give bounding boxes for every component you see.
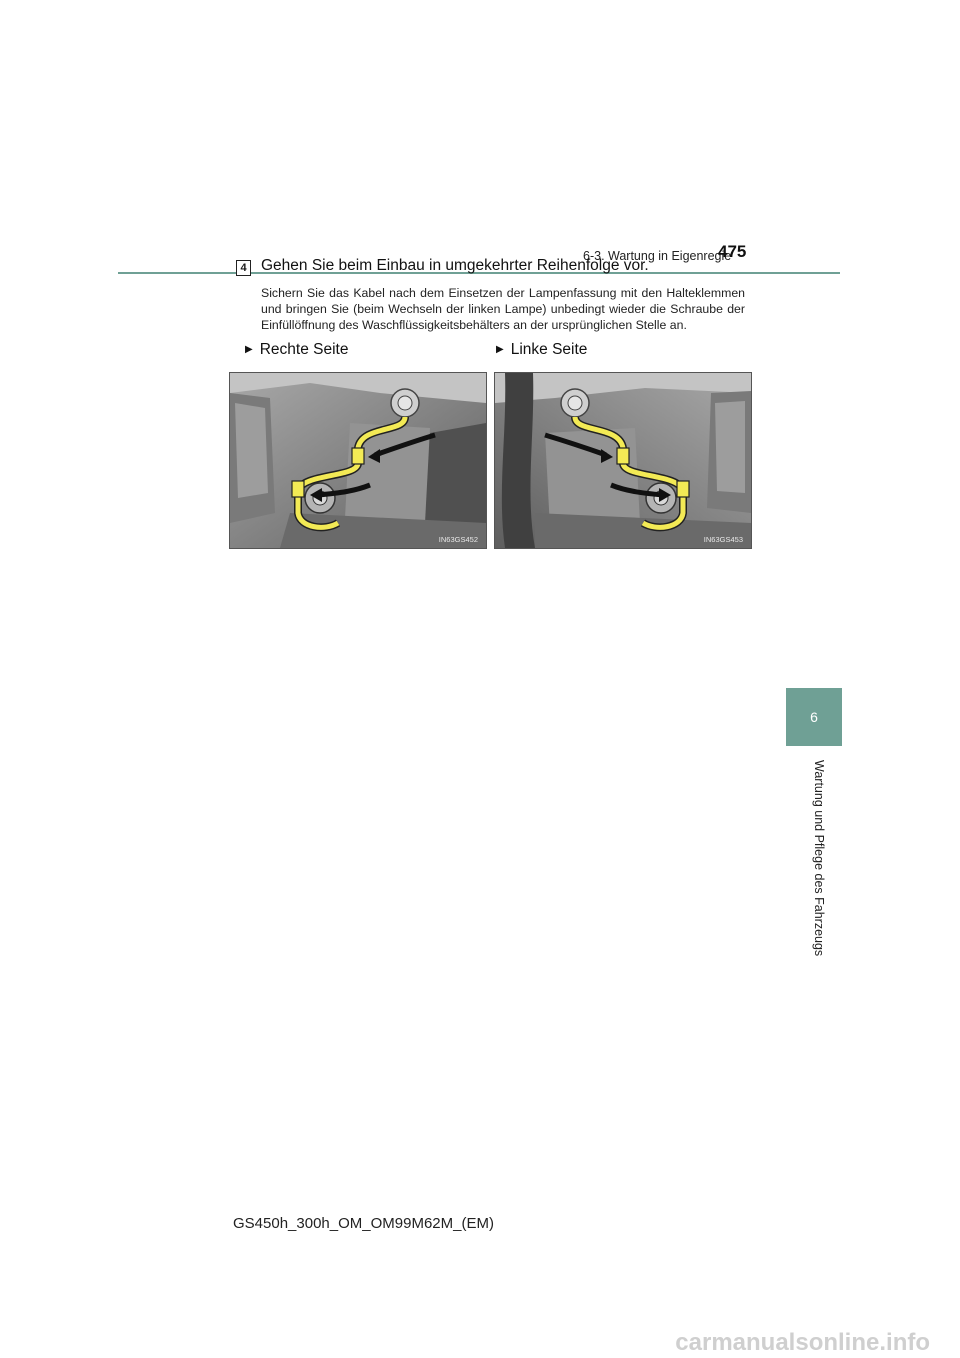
caption-text: Linke Seite	[510, 341, 588, 358]
chapter-number: 6	[810, 709, 818, 725]
footer-doc-code: GS450h_300h_OM_OM99M62M_(EM)	[233, 1215, 494, 1232]
figure-left-side	[494, 372, 752, 549]
step-title: Gehen Sie beim Einbau in umgekehrter Reihenfolge vor.	[261, 257, 649, 274]
chapter-title: Wartung und Pflege des Fahrzeugs	[812, 760, 826, 957]
caption-left-side	[496, 341, 587, 359]
page-number: 475	[718, 242, 747, 261]
watermark[interactable]: carmanualsonline.info	[675, 1329, 930, 1356]
figure-code: IN63GS453	[703, 535, 743, 544]
step-note: Sichern Sie das Kabel nach dem Einsetzen der Lampenfassung mit den Halteklemmen und bringen Sie (beim Wechseln der linken Lampe) unbedingt wieder die Schraube der Einfüllöffnung des Waschflüssigkeitsbehälters an der ursprünglichen Stelle an.	[261, 286, 745, 332]
triangle-bullet-icon: ▶	[245, 344, 253, 355]
triangle-bullet-icon: ▶	[496, 344, 504, 355]
header-section: 6-3. Wartung in Eigenregie	[583, 249, 732, 263]
figure-right-side	[229, 372, 487, 549]
engine-bay-illustration-right	[230, 373, 486, 548]
step-badge: 4	[236, 260, 251, 276]
figure-code: IN63GS452	[438, 535, 478, 544]
chapter-tab[interactable]	[786, 688, 842, 746]
caption-text: Rechte Seite	[259, 341, 349, 358]
engine-bay-illustration-left	[495, 373, 751, 548]
caption-right-side	[245, 341, 348, 359]
